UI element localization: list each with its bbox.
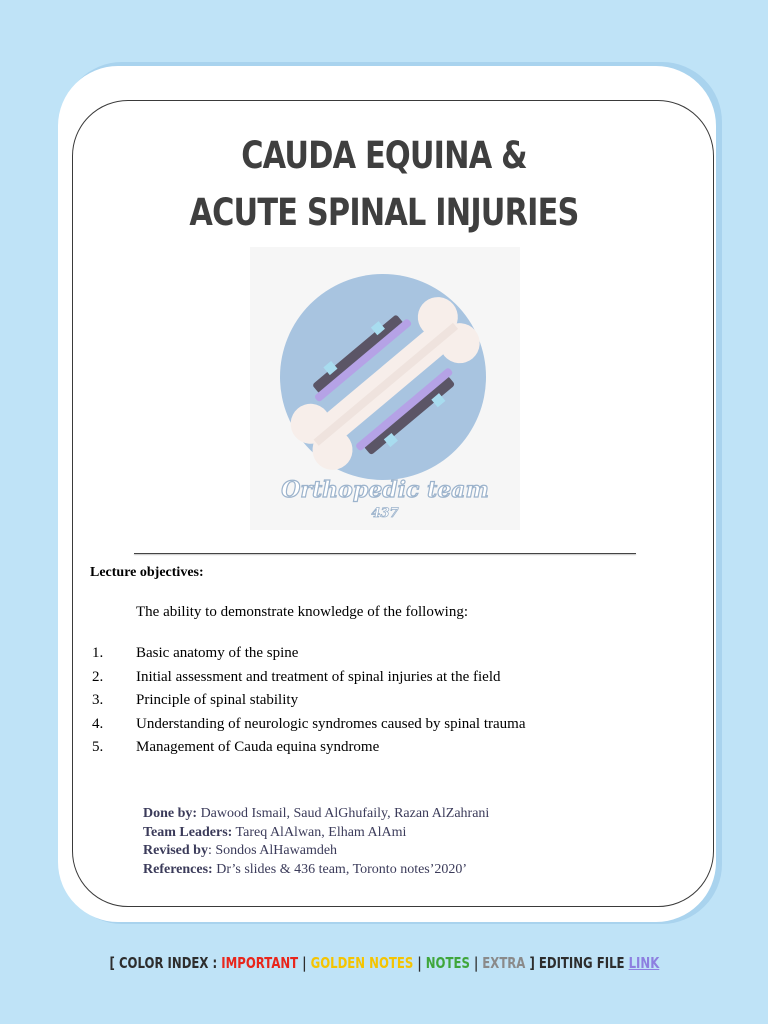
footer-close: ] EDITING FILE (524, 954, 629, 972)
revised-label: Revised by (143, 843, 208, 858)
footer-sep: | (469, 954, 482, 972)
footer-sep: | (297, 954, 311, 972)
credits-revised-by (143, 842, 489, 861)
objectives-intro: The ability to demonstrate knowledge of the following: (136, 604, 469, 620)
credits-block (143, 805, 489, 879)
item-number: 4. (92, 715, 104, 732)
page-title-line1: CAUDA EQUINA & (241, 134, 527, 177)
color-notes: NOTES (425, 954, 470, 972)
list-item (92, 716, 526, 740)
item-number: 2. (92, 668, 104, 685)
credits-references (143, 861, 489, 880)
logo-text: Orthopedic team (281, 477, 489, 503)
orthopedic-team-logo (250, 247, 520, 530)
color-golden-notes: GOLDEN NOTES (310, 954, 413, 972)
references-label: References: (143, 861, 213, 877)
objectives-heading: Lecture objectives: (90, 565, 204, 580)
list-item (92, 645, 526, 669)
color-extra: EXTRA (481, 954, 525, 972)
section-divider (134, 553, 636, 554)
logo-number: 437 (371, 506, 399, 521)
revised-names: : Sondos AlHawamdeh (207, 843, 338, 858)
item-number: 1. (92, 645, 104, 661)
color-important: IMPORTANT (220, 954, 298, 972)
color-index-footer (0, 954, 768, 972)
done-by-names: Dawood Ismail, Saud AlGhufaily, Razan AlZahrani (197, 806, 490, 821)
credits-done-by (143, 805, 489, 824)
footer-sep: | (412, 954, 426, 972)
item-text: Understanding of neurologic syndromes caused by spinal trauma (136, 715, 526, 732)
list-item (92, 669, 526, 693)
item-number: 5. (92, 739, 104, 755)
done-by-label: Done by: (143, 806, 198, 821)
item-text: Management of Cauda equina syndrome (136, 739, 380, 755)
credits-team-leaders (143, 824, 489, 843)
list-item (92, 739, 526, 763)
list-item (92, 692, 526, 716)
leaders-label: Team Leaders: (143, 824, 233, 840)
item-text: Principle of spinal stability (136, 692, 299, 708)
leaders-names: Tareq AlAlwan, Elham AlAmi (232, 824, 407, 840)
item-text: Basic anatomy of the spine (136, 645, 299, 661)
objectives-list (92, 645, 526, 763)
editing-file-link[interactable]: LINK (628, 954, 659, 972)
references-text: Dr’s slides & 436 team, Toronto notes’2020’ (212, 861, 468, 877)
item-text: Initial assessment and treatment of spinal injuries at the field (136, 668, 501, 685)
footer-open: [ COLOR INDEX : (109, 954, 221, 972)
page-title-line2: ACUTE SPINAL INJURIES (189, 191, 579, 234)
item-number: 3. (92, 692, 104, 708)
